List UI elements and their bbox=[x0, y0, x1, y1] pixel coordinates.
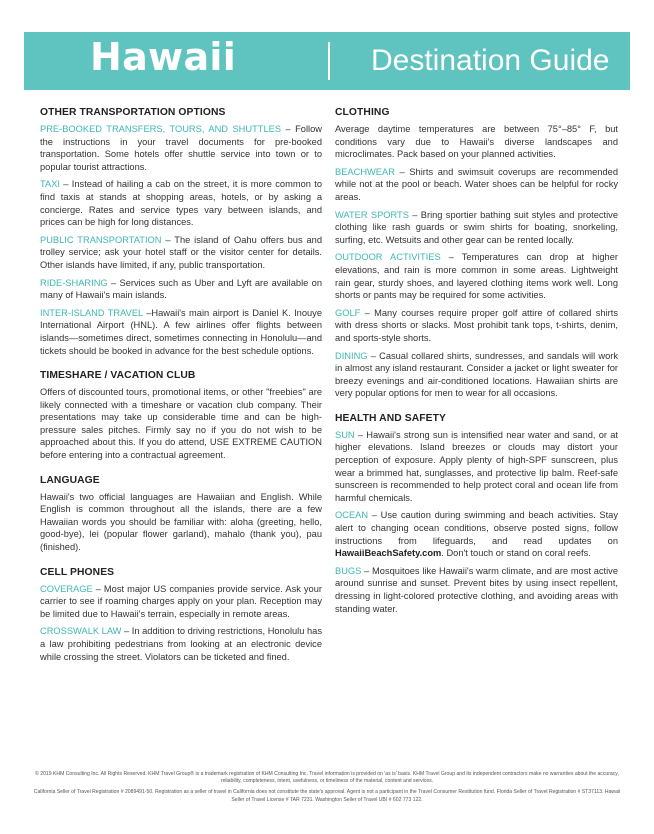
keyword-ocean: OCEAN bbox=[335, 510, 369, 521]
keyword-coverage: COVERAGE bbox=[40, 583, 93, 594]
keyword-inter-island-travel: INTER-ISLAND TRAVEL bbox=[40, 307, 143, 318]
paragraph-text: – Many courses require proper golf attire of collared shirts with dress shorts or slacks. Most prohibit tank tops, t-shirts, denim, and sports-style shorts. bbox=[335, 307, 618, 343]
paragraph-ocean bbox=[335, 509, 618, 559]
section-heading-clothing: CLOTHING bbox=[335, 107, 390, 118]
keyword-pre-booked-transfers-tours-and-shuttles: PRE-BOOKED TRANSFERS, TOURS, AND SHUTTLES bbox=[40, 124, 282, 134]
page-subtitle: Destination Guide bbox=[371, 44, 610, 77]
paragraph-sun bbox=[335, 429, 618, 505]
beach-safety-link[interactable]: HawaiiBeachSafety.com bbox=[335, 548, 442, 559]
paragraph-text: – Most major US companies provide service. Ask your carrier to see if roaming charges apply on your plan. Reception may be limited due to Hawaii's terrain, especially in remote areas. bbox=[40, 583, 322, 619]
paragraph-text: –Hawaii's main airport is Daniel K. Inouye International Airport (HNL). A few airlines offer flights between islands—sometimes direct, sometimes connecting in Honolulu—and tickets should be booked in advance for the best schedule options. bbox=[40, 307, 322, 356]
paragraph-text: – Instead of hailing a cab on the street, it is more common to find taxis at stands at shopping areas, hotels, or by asking a concierge. Rates and service types vary between islands, and prices can be high for long distances. bbox=[40, 179, 322, 228]
paragraph-text: – The island of Oahu offers bus and trolley service; ask your hotel staff or the visitor center for details. Other islands have limited, if any, public transportation. bbox=[40, 234, 322, 270]
header-banner bbox=[24, 32, 630, 90]
paragraph-ride-sharing bbox=[40, 277, 322, 302]
paragraph-dining bbox=[335, 350, 618, 400]
paragraph-text: – Temperatures can drop at higher elevations, and rain is more common in some areas. Lightweight rain gear, sturdy shoes, and layered clothing items work well. Long shorts or pants may be required for some activities. bbox=[335, 252, 618, 301]
keyword-public-transportation: PUBLIC TRANSPORTATION bbox=[40, 234, 162, 245]
right-column bbox=[335, 102, 618, 620]
paragraph-text: – Follow the instructions in your travel documents for pre-booked transportation. Some hotels offer shuttle service into town or to popular tourist attractions. bbox=[40, 124, 322, 172]
keyword-bugs: BUGS bbox=[335, 565, 362, 576]
footer-copyright: © 2019 KHM Consulting Inc. All Rights Reserved. KHM Travel Group® is a trademark registration of KHM Consulting Inc. Travel information is provided on 'as is' basis. KHM Travel Group and its independent contractors make no warranties about the accuracy, reliability, completeness, intent, usefulness, or timeliness of the material, content and services. bbox=[35, 771, 619, 785]
paragraph-text: Average daytime temperatures are between 75°–85° F, but conditions vary due to Hawaii's diverse landscapes and microclimates. Pack based on your planned activities. bbox=[335, 124, 618, 160]
paragraph-text: – Casual collared shirts, sundresses, and sandals will work in almost any island restaurant. Consider a jacket or light sweater for breezy evenings and air-conditioned locations. Hawaiian shirts are very popular options for men to wear for all occasions. bbox=[335, 350, 618, 399]
paragraph-public-transportation bbox=[40, 234, 322, 272]
paragraph-text: – Bring sportier bathing suit styles and protective clothing like rash guards or swim shirts for boating, snorkeling, surfing, etc. Wetsuits and other gear can be rented locally. bbox=[335, 209, 618, 245]
paragraph-clothing-intro bbox=[335, 123, 618, 161]
footer-registration: California Seller of Travel Registration # 2089491-50. Registration as a seller of travel in California does not constitute the state's approval. Agent is not a participant in the Travel Consumer Restitution fund. Florida Seller of Travel Registration # ST37113. Hawaii Seller of Travel License # TAR 7231. Washington Seller of Travel UBI # 602 773 122. bbox=[33, 789, 621, 803]
paragraph-crosswalk-law bbox=[40, 625, 322, 663]
keyword-ride-sharing: RIDE-SHARING bbox=[40, 277, 108, 288]
keyword-beachwear: BEACHWEAR bbox=[335, 166, 395, 177]
paragraph-water-sports bbox=[335, 209, 618, 247]
keyword-golf: GOLF bbox=[335, 307, 361, 318]
paragraph-text: – Mosquitoes like Hawaii's warm climate, and are most active around sunrise and sunset. Prevent bites by using insect repellent, dressing in light-colored protective clothing, and avoiding areas with standing water. bbox=[335, 565, 618, 614]
paragraph-text: – Hawaii's strong sun is intensified near water and sand, or at higher elevations. Island breezes or clouds may distort your perception of exposure. Apply plenty of high-SPF sunscreen, plus wear a brimmed hat, sunglasses, and protective lip balm. Reef-safe sunscreen is recommended to help protect coral and ocean life from harmful chemicals. bbox=[335, 429, 618, 503]
paragraph-text: – Use caution during swimming and beach activities. Stay alert to changing ocean conditions, observe posted signs, follow instructions from lifeguards, and read updates on bbox=[335, 510, 618, 546]
paragraph-pre-booked-transfers-tours-and-shuttles bbox=[40, 123, 322, 173]
keyword-sun: SUN bbox=[335, 429, 355, 440]
paragraph-text: Hawaii's two official languages are Hawaiian and English. While English is common throughout all the islands, there are a few Hawaiian words you should be familiar with: aloha (greeting, hello, good-bye), lei (popular flower garland), mahalo (thank you), pau (finished). bbox=[40, 491, 322, 553]
keyword-crosswalk-law: CROSSWALK LAW bbox=[40, 626, 122, 637]
keyword-water-sports: WATER SPORTS bbox=[335, 209, 409, 220]
paragraph-taxi bbox=[40, 178, 322, 228]
paragraph-outdoor-activities bbox=[335, 251, 618, 301]
paragraph-text: – Shirts and swimsuit coverups are recommended while not at the pool or beach. Water shoes can be helpful for rocky areas. bbox=[335, 166, 618, 202]
paragraph-text: – In addition to driving restrictions, Honolulu has a law prohibiting pedestrians from looking at an electronic device while crossing the street. Violators can be ticketed and fined. bbox=[40, 626, 322, 662]
paragraph-text-tail: . Don't touch or stand on coral reefs. bbox=[441, 548, 591, 559]
section-heading-language: LANGUAGE bbox=[40, 474, 100, 486]
paragraph-coverage bbox=[40, 583, 322, 621]
section-heading-health-and-safety: HEALTH AND SAFETY bbox=[335, 412, 446, 424]
paragraph-language-intro bbox=[40, 491, 322, 554]
keyword-taxi: TAXI bbox=[40, 179, 60, 190]
paragraph-bugs bbox=[335, 565, 618, 615]
paragraph-golf bbox=[335, 307, 618, 345]
paragraph-timeshare-vacation-club-intro bbox=[40, 386, 322, 462]
paragraph-beachwear bbox=[335, 166, 618, 204]
paragraph-text: Offers of discounted tours, promotional items, or other "freebies" are likely connected with a timeshare or vacation club company. Their presentations may take up considerable time and can be high-pressure sales pitches. Firmly say no if you do not wish to be approached about this. If you do attend, USE EXTREME CAUTION before entering into a contractual agreement. bbox=[40, 387, 322, 461]
paragraph-text: – Services such as Uber and Lyft are available on many of Hawaii's main islands. bbox=[40, 277, 322, 301]
footer bbox=[28, 771, 626, 808]
section-heading-cell-phones: CELL PHONES bbox=[40, 566, 115, 578]
header-divider bbox=[328, 42, 330, 80]
page-title: Hawaii bbox=[90, 35, 237, 79]
keyword-outdoor-activities: OUTDOOR ACTIVITIES bbox=[335, 252, 441, 263]
paragraph-inter-island-travel bbox=[40, 307, 322, 357]
section-heading-other-transportation-options: OTHER TRANSPORTATION OPTIONS bbox=[40, 107, 226, 118]
left-column bbox=[40, 102, 322, 668]
keyword-dining: DINING bbox=[335, 350, 368, 361]
section-heading-timeshare-vacation-club: TIMESHARE / VACATION CLUB bbox=[40, 370, 196, 382]
